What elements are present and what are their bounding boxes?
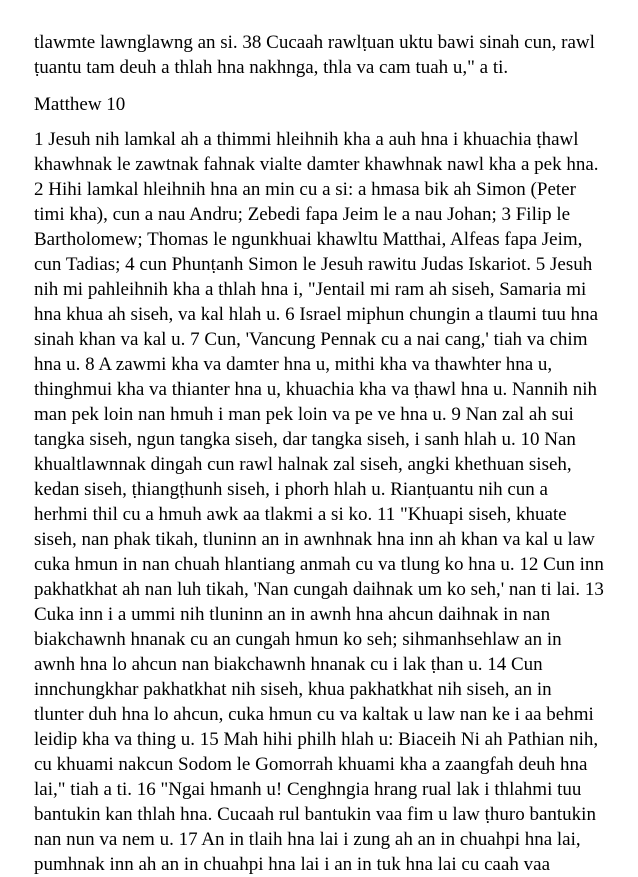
chapter-heading: Matthew 10	[34, 94, 126, 115]
body-paragraph: 1 Jesuh nih lamkal ah a thimmi hleihnih kha a auh hna i khuachia ṭhawl khawhnak le zawtnak fahnak vialte damter khawhnak nawl kha a pek hna. 2 Hihi lamkal hleihnih hna an min cu a si: a hmasa bik ah Simon (Peter timi kha), cun a nau Andru; Zebedi fapa Jeim le a nau Johan; 3 Filip le Bartholomew; Thomas le ngunkhuai khawltu Matthai, Alfeas fapa Jeim, cun Tadias; 4 cun Phunṭanh Simon le Jesuh rawitu Judas Iskariot. 5 Jesuh nih mi pahleihnih kha a thlah hna i, "Jentail mi ram ah siseh, Samaria mi hna khua ah siseh, va kal hlah u. 6 Israel miphun chungin a tlaumi tuu hna sinah khan va kal u. 7 Cun, 'Vancung Pennak cu a nai cang,' tiah va chim hna u. 8 A zawmi kha va damter hna u, mithi kha va thawhter hna u, thinghmui kha va thianter hna u, khuachia kha va ṭhawl hna u. Nannih nih man pek loin nan hmuh i man pek loin va pe ve hna u. 9 Nan zal ah sui tangka siseh, ngun tangka siseh, dar tangka siseh, i sanh hlah u. 10 Nan khualtlawnnak dingah cun rawl halnak zal siseh, angki khethuan siseh, kedan siseh, ṭhiangṭhunh siseh, i phorh hlah u. Rianṭuantu nih cun a herhmi thil cu a hmuh awk aa tlakmi a si ko. 11 "Khuapi siseh, khuate siseh, nan phak tikah, tluninn an in awnhnak hna inn ah khan va kal u law cuka hmun in nan chuah hlantiang anmah cu va tlung ko hna u. 12 Cun inn pakhatkhat ah nan luh tikah, 'Nan cungah daihnak um ko seh,' nan ti lai. 13 Cuka inn i a ummi nih tluninn an in awnh hna ahcun daihnak in nan biakchawnh hnanak cu an cungah hmun ko seh; sihmanhsehlaw an in awnh hna lo ahcun nan biakchawnh hnanak cu i lak ṭhan u. 14 Cun innchungkhar pakhatkhat nih siseh, khua pakhatkhat nih siseh, an in tlunter duh hna lo ahcun, cuka hmun cu va kaltak u law nan ke i aa behmi leidip kha va thing u. 15 Mah hihi philh hlah u: Biaceih Ni ah Pathian nih, cu khuami nakcun Sodom le Gomorrah khuami kha a zaangfah deuh hna lai," tiah a ti. 16 "Ngai hmanh u! Cenghngia hrang rual lak i thlahmi tuu bantukin kan thlah hna. Cucaah rul bantukin vaa fim u law ṭhuro bantukin nan nun va nem u. 17 An in tlaih hna lai i zung ah an in chuahpi hna lai, pumhnak inn ah an in chuahpi hna lai i an in tuk hna lai cu caah vaa	[34, 129, 604, 875]
intro-paragraph: tlawmte lawnglawng an si. 38 Cucaah rawlṭuan uktu bawi sinah cun, rawl ṭuantu tam deuh a thlah hna nakhnga, thla va cam tuah u," a ti.	[34, 32, 595, 78]
document-page	[34, 30, 614, 877]
